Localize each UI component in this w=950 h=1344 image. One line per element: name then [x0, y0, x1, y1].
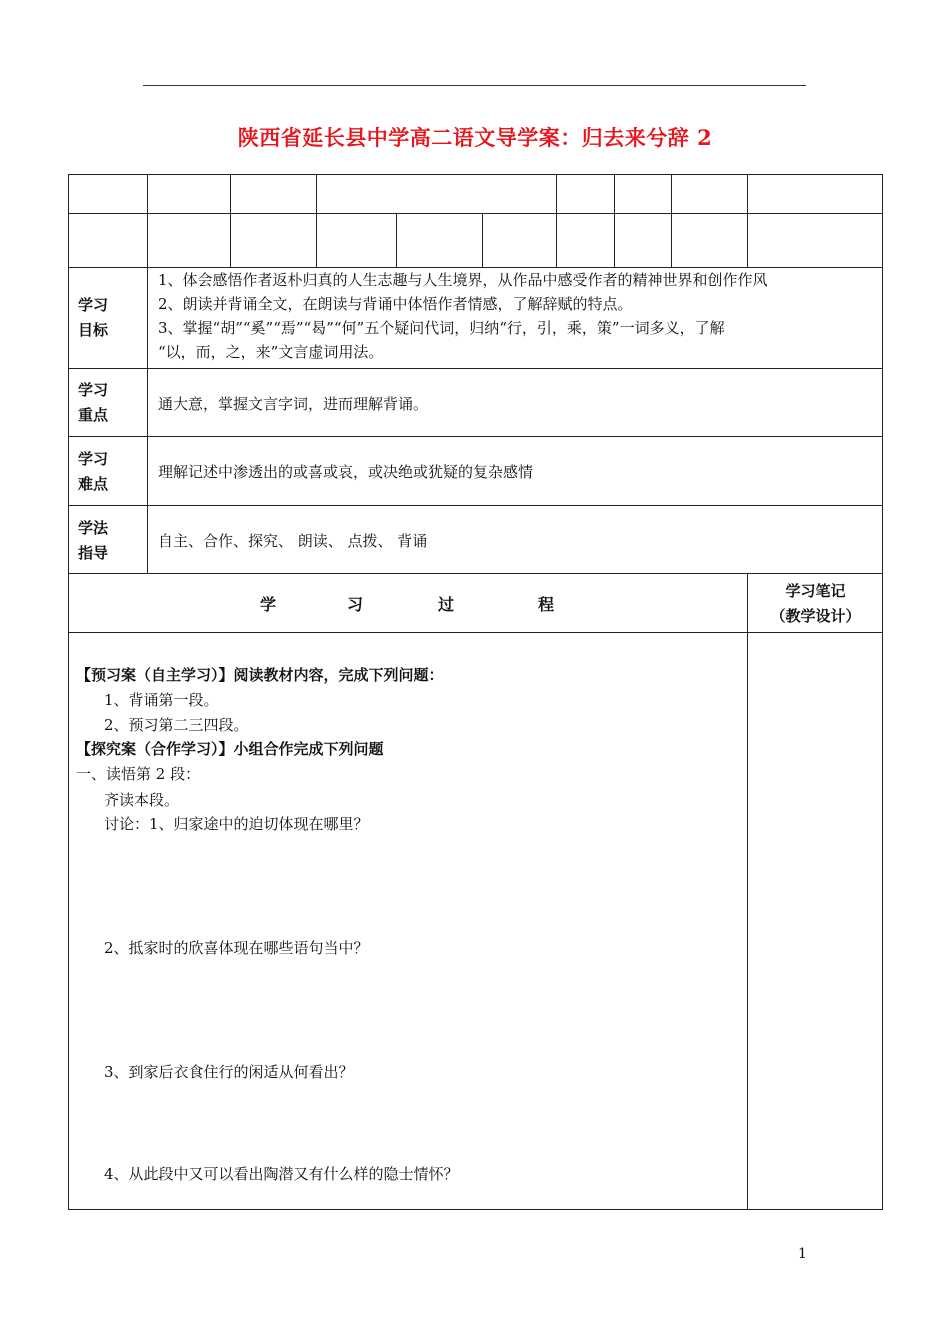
cell-divider [556, 174, 557, 268]
row-divider [68, 573, 883, 574]
cell-divider [747, 174, 748, 268]
row-divider [68, 436, 883, 437]
method-label-line2: 指导 [78, 544, 109, 562]
process-header-char: 程 [538, 595, 555, 614]
process-header-char: 学 [260, 595, 277, 614]
focus-text: 通大意，掌握文言字词，进而理解背诵。 [158, 395, 429, 413]
question-2: 2、抵家时的欣喜体现在哪些语句当中？ [104, 939, 369, 957]
method-label-line1: 学法 [78, 519, 109, 537]
method-text: 自主、合作、探究、 朗读、 点拨、 背诵 [158, 532, 428, 550]
header-rule [143, 85, 806, 86]
goal-line-1: 1、体会感悟作者返朴归真的人生志趣与人生境界，从作品中感受作者的精神世界和创作作风 [158, 271, 768, 289]
goals-text [158, 268, 880, 364]
row-divider [68, 368, 883, 369]
row-divider [68, 505, 883, 506]
question-4: 4、从此段中又可以看出陶潜又有什么样的隐士情怀？ [104, 1165, 459, 1183]
difficulty-label-line2: 难点 [78, 475, 109, 493]
section-heading: 一、读悟第 2 段： [76, 765, 201, 783]
difficulty-text: 理解记述中渗透出的或喜或哀，或决绝或犹疑的复杂感情 [158, 463, 534, 481]
cell-divider [147, 174, 148, 268]
read-aloud: 齐读本段。 [104, 791, 180, 809]
notes-header-line1: 学习笔记 [785, 582, 846, 600]
page-number: 1 [798, 1246, 807, 1262]
row-divider [68, 213, 883, 214]
focus-label-line2: 重点 [78, 406, 109, 424]
preview-item-2: 2、预习第二三四段。 [104, 716, 249, 734]
preview-heading: 【预习案（自主学习）】阅读教材内容，完成下列问题： [76, 666, 444, 684]
row-divider [68, 632, 883, 633]
notes-header [748, 579, 883, 629]
cell-divider [316, 174, 317, 268]
goal-line-3: 3、掌握“胡”“奚”“焉”“曷”“何”五个疑问代词，归纳“行，引，乘，策”一词多义，了解 [158, 319, 725, 337]
label-column-divider [147, 267, 148, 574]
goal-line-2: 2、朗读并背诵全文，在朗读与背诵中体悟作者情感，了解辞赋的特点。 [158, 295, 633, 313]
cell-divider [614, 174, 615, 268]
focus-label-line1: 学习 [78, 381, 109, 399]
process-header-char: 习 [347, 595, 364, 614]
preview-item-1: 1、背诵第一段。 [104, 691, 219, 709]
cell-divider [230, 174, 231, 268]
difficulty-label-line1: 学习 [78, 450, 109, 468]
notes-header-line2: （教学设计） [770, 607, 861, 625]
question-1: 讨论：1、归家途中的迫切体现在哪里？ [104, 815, 369, 833]
cell-divider [396, 213, 397, 268]
goals-label-line2: 目标 [78, 321, 109, 339]
document-title: 陕西省延长县中学高二语文导学案：归去来兮辞 2 [237, 125, 713, 150]
goals-label-line1: 学习 [78, 296, 109, 314]
cell-divider [671, 174, 672, 268]
notes-column-divider [747, 573, 748, 1210]
cell-divider [482, 213, 483, 268]
goal-line-4: “以，而，之，来”文言虚词用法。 [158, 343, 384, 361]
process-header-char: 过 [438, 595, 455, 614]
explore-heading: 【探究案（合作学习）】小组合作完成下列问题 [76, 740, 384, 758]
question-3: 3、到家后衣食住行的闲适从何看出？ [104, 1063, 354, 1081]
